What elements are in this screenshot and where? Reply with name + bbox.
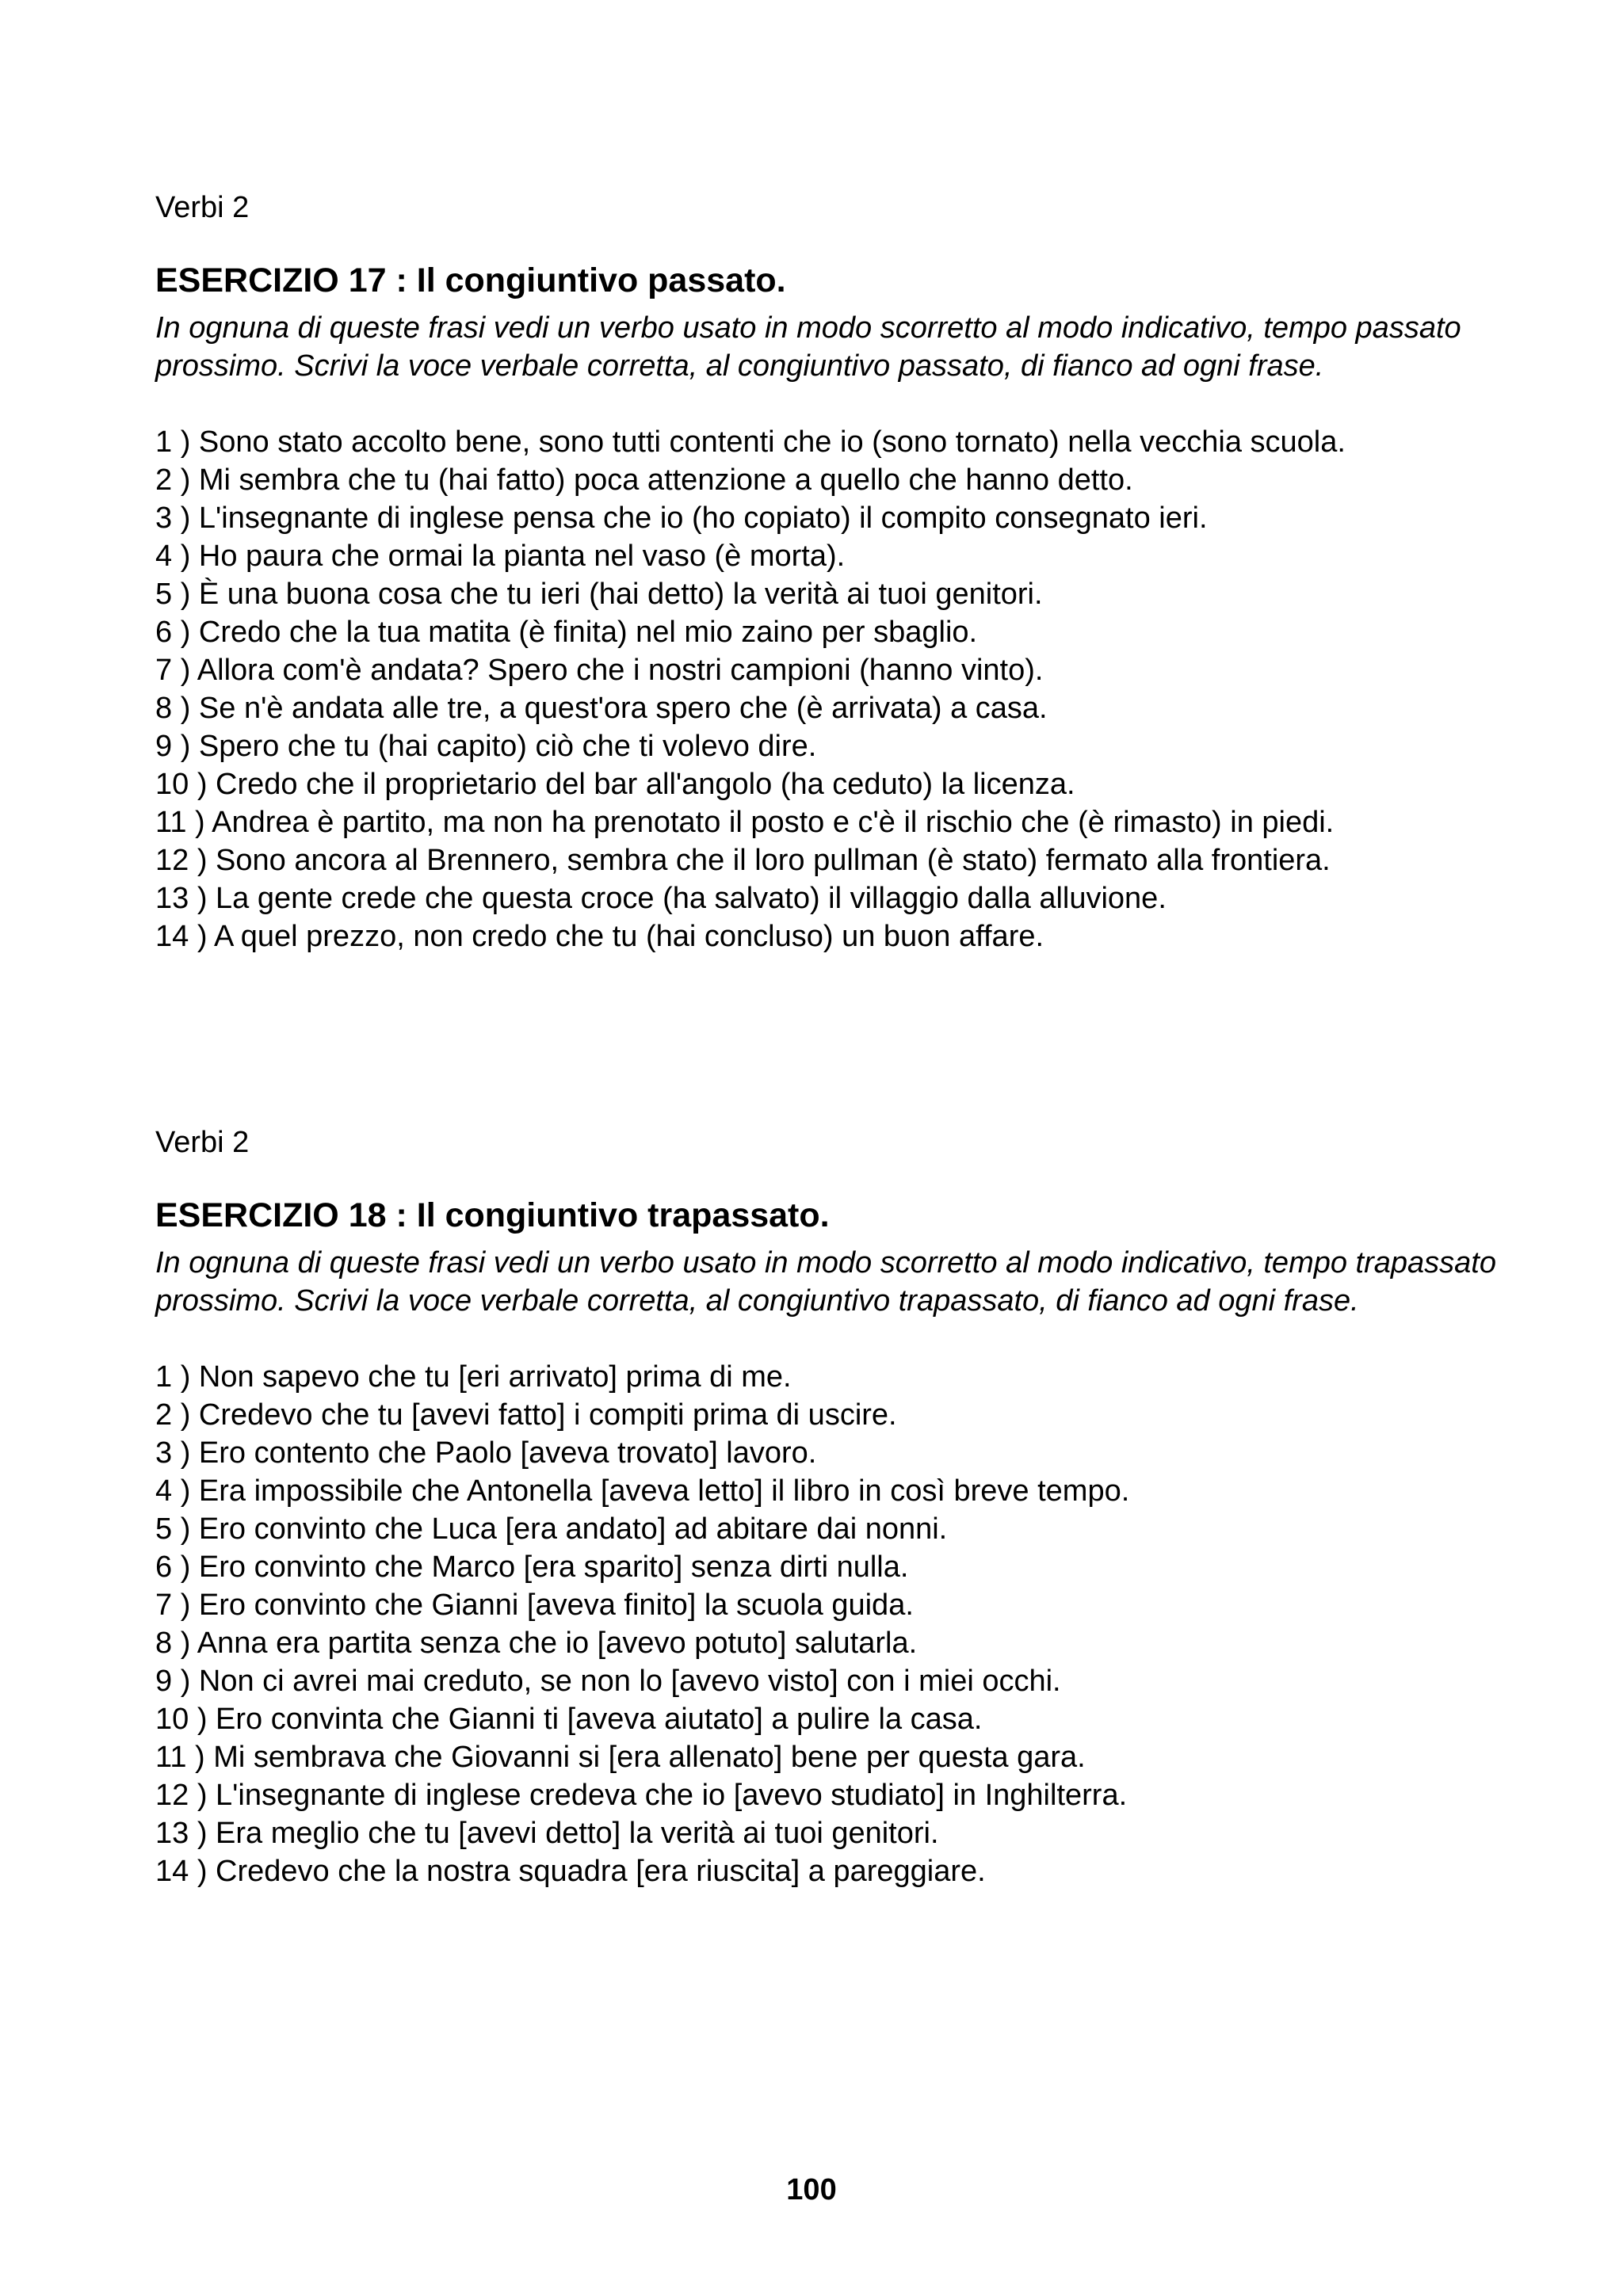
exercise-item: 2 ) Mi sembra che tu (hai fatto) poca attenzione a quello che hanno detto.	[155, 463, 1133, 497]
exercise-item: 2 ) Credevo che tu [avevi fatto] i compiti prima di uscire.	[155, 1398, 897, 1432]
exercise-items	[155, 423, 1503, 955]
exercise-item: 8 ) Anna era partita senza che io [avevo potuto] salutarla.	[155, 1627, 918, 1660]
exercise-title: ESERCIZIO 18 : Il congiuntivo trapassato.	[155, 1196, 830, 1234]
exercise-item: 12 ) L'insegnante di inglese credeva che io [avevo studiato] in Inghilterra.	[155, 1779, 1128, 1812]
exercise-item: 4 ) Era impossibile che Antonella [aveva letto] il libro in così breve tempo.	[155, 1474, 1130, 1508]
exercise-item: 9 ) Spero che tu (hai capito) ciò che ti volevo dire.	[155, 730, 817, 763]
exercise-item: 10 ) Ero convinta che Gianni ti [aveva aiutato] a pulire la casa.	[155, 1703, 983, 1736]
exercise-17	[155, 190, 1503, 955]
exercise-18	[155, 1125, 1503, 1890]
exercise-item: 5 ) È una buona cosa che tu ieri (hai detto) la verità ai tuoi genitori.	[155, 578, 1043, 611]
exercise-item: 13 ) Era meglio che tu [avevi detto] la verità ai tuoi genitori.	[155, 1817, 939, 1850]
exercise-item: 5 ) Ero convinto che Luca [era andato] ad abitare dai nonni.	[155, 1512, 948, 1546]
subject-label: Verbi 2	[155, 1126, 250, 1159]
exercise-item: 6 ) Credo che la tua matita (è finita) nel mio zaino per sbaglio.	[155, 616, 978, 649]
exercise-item: 1 ) Non sapevo che tu [eri arrivato] prima di me.	[155, 1360, 792, 1394]
exercise-item: 11 ) Mi sembrava che Giovanni si [era allenato] bene per questa gara.	[155, 1741, 1086, 1774]
exercise-item: 6 ) Ero convinto che Marco [era sparito] senza dirti nulla.	[155, 1550, 909, 1584]
exercise-item: 13 ) La gente crede che questa croce (ha salvato) il villaggio dalla alluvione.	[155, 882, 1167, 915]
exercise-instructions: In ognuna di queste frasi vedi un verbo usato in modo scorretto al modo indicativo, tempo trapassato prossimo. Scrivi la voce verbale corretta, al congiuntivo trapassato, di fianco ad ogni frase.	[155, 1246, 1496, 1318]
exercise-item: 7 ) Allora com'è andata? Spero che i nostri campioni (hanno vinto).	[155, 654, 1044, 687]
exercise-item: 12 ) Sono ancora al Brennero, sembra che il loro pullman (è stato) fermato alla frontiera.	[155, 844, 1331, 877]
exercise-item: 3 ) L'insegnante di inglese pensa che io (ho copiato) il compito consegnato ieri.	[155, 502, 1208, 535]
exercise-items	[155, 1358, 1503, 1890]
exercise-title: ESERCIZIO 17 : Il congiuntivo passato.	[155, 261, 786, 299]
exercise-instructions: In ognuna di queste frasi vedi un verbo usato in modo scorretto al modo indicativo, tempo passato prossimo. Scrivi la voce verbale corretta, al congiuntivo passato, di fianco ad ogni frase.	[155, 311, 1461, 383]
exercise-item: 4 ) Ho paura che ormai la pianta nel vaso (è morta).	[155, 540, 846, 573]
exercise-item: 11 ) Andrea è partito, ma non ha prenotato il posto e c'è il rischio che (è rimasto) in piedi.	[155, 806, 1335, 839]
exercise-item: 1 ) Sono stato accolto bene, sono tutti contenti che io (sono tornato) nella vecchia scuola.	[155, 425, 1346, 459]
exercise-item: 3 ) Ero contento che Paolo [aveva trovato] lavoro.	[155, 1436, 817, 1470]
exercise-item: 7 ) Ero convinto che Gianni [aveva finito] la scuola guida.	[155, 1589, 914, 1622]
exercise-item: 9 ) Non ci avrei mai creduto, se non lo [avevo visto] con i miei occhi.	[155, 1665, 1061, 1698]
page-number: 100	[786, 2173, 837, 2206]
exercise-item: 8 ) Se n'è andata alle tre, a quest'ora spero che (è arrivata) a casa.	[155, 692, 1048, 725]
exercise-item: 14 ) A quel prezzo, non credo che tu (hai concluso) un buon affare.	[155, 920, 1044, 953]
exercise-item: 10 ) Credo che il proprietario del bar all'angolo (ha ceduto) la licenza.	[155, 768, 1075, 801]
exercise-item: 14 ) Credevo che la nostra squadra [era riuscita] a pareggiare.	[155, 1855, 986, 1888]
subject-label: Verbi 2	[155, 191, 250, 224]
